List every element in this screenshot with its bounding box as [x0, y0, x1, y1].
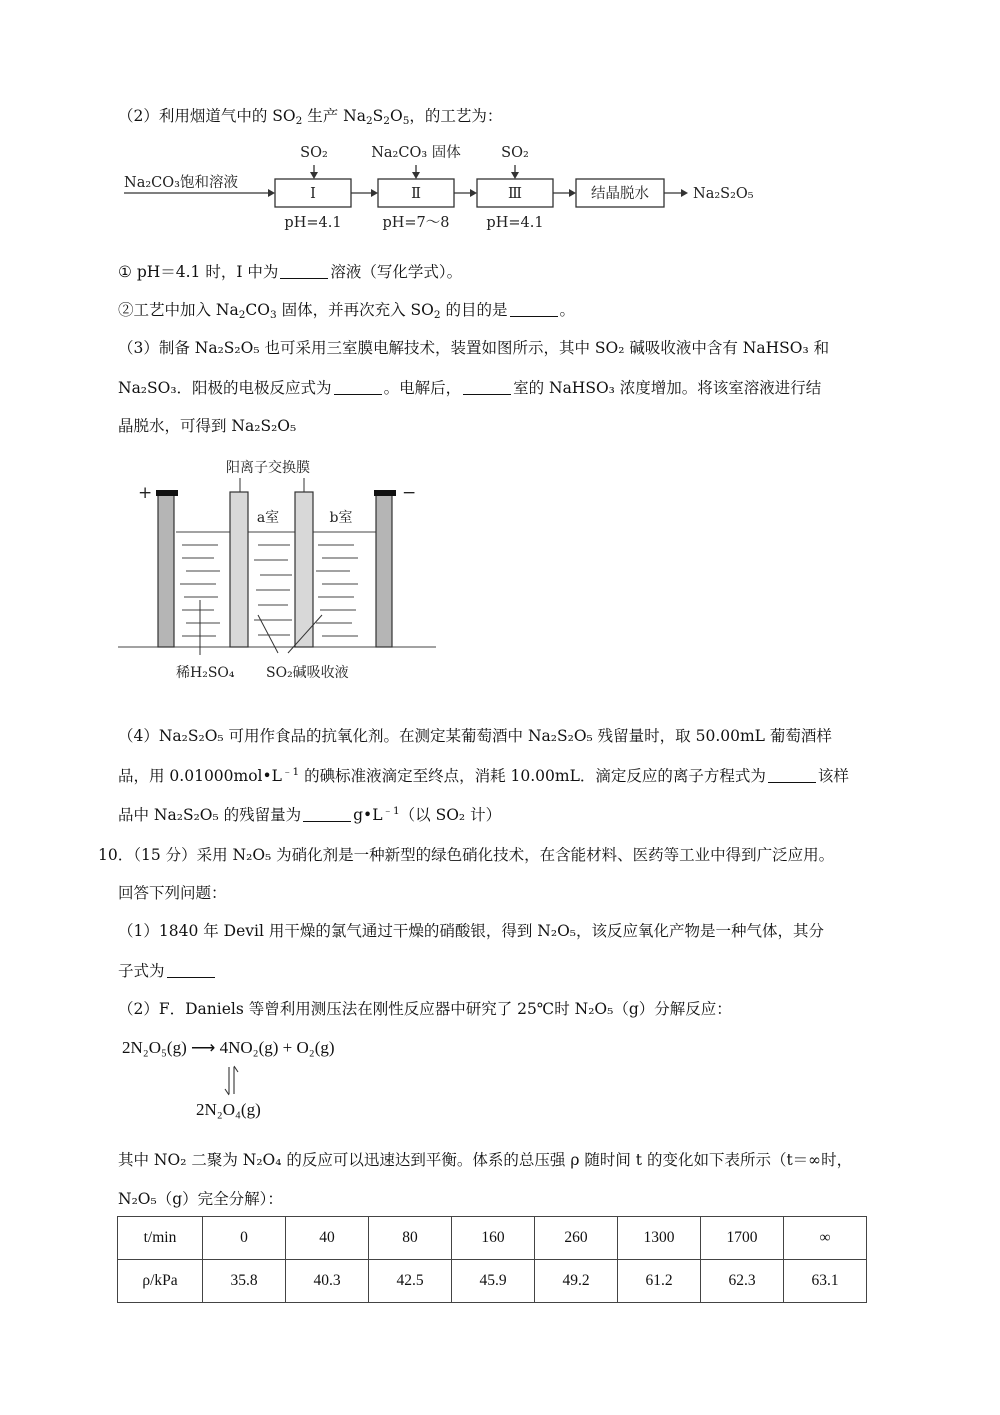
table-row — [118, 1217, 867, 1260]
flow-box1-label: Ⅰ — [310, 186, 316, 202]
dimer-product: 2N₂O₄(g) — [196, 1100, 261, 1119]
q4-line3: 品中 Na₂S₂O₅ 的残留量为 $g•L^{﹣1}$（以 SO₂ 计） — [118, 805, 502, 824]
q3-line3: 晶脱水，可得到 Na₂S₂O₅ — [118, 417, 297, 435]
table-header-cell: t/min — [118, 1217, 203, 1260]
anode-electrode — [158, 495, 174, 647]
answer-blank[interactable] — [303, 821, 351, 822]
q10-line7: N₂O₅（g）完全分解）： — [118, 1190, 283, 1208]
table-cell: 160 — [452, 1217, 535, 1260]
table-cell: 35.8 — [203, 1260, 286, 1303]
answer-blank[interactable] — [510, 316, 558, 317]
liquid-hatching — [180, 545, 358, 636]
table-cell: 42.5 — [369, 1260, 452, 1303]
q10-line5: （2）F．Daniels 等曾利用测压法在刚性反应器中研究了 25℃时 N₂O₅（g）分解反应： — [118, 1000, 732, 1018]
flow-input2: Na₂CO₃ 固体 — [371, 145, 461, 161]
table-cell: 0 — [203, 1217, 286, 1260]
flow-output: Na₂S₂O₅ — [693, 186, 754, 202]
absorbent-label: SO₂碱吸收液 — [266, 665, 349, 681]
answer-blank[interactable] — [334, 394, 382, 395]
plus-sign: + — [138, 483, 153, 503]
flow-ph1: pH=4.1 — [284, 215, 342, 231]
cation-membrane-b — [295, 492, 313, 647]
table-row — [118, 1260, 867, 1303]
membrane-label: 阳离子交换膜 — [226, 460, 310, 476]
q2-sub2: ②工艺中加入 $Na_2CO_3$ 固体，并再次充入 $SO_2$ 的目的是 。 — [118, 301, 576, 321]
equilibrium-arrows-icon — [222, 1064, 242, 1098]
table-cell: 63.1 — [784, 1260, 867, 1303]
table-cell: 49.2 — [535, 1260, 618, 1303]
table-cell: 62.3 — [701, 1260, 784, 1303]
table-cell: 45.9 — [452, 1260, 535, 1303]
q10-line1: 10．（15 分）采用 N₂O₅ 为硝化剂是一种新型的绿色硝化技术，在含能材料、医药等工业中得到广泛应用。 — [98, 846, 835, 864]
minus-sign: − — [402, 483, 417, 503]
flow-ph3: pH=4.1 — [486, 215, 544, 231]
table-cell: 1700 — [701, 1217, 784, 1260]
q10-line3: （1）1840 年 Devil 用干燥的氯气通过干燥的硝酸银，得到 N₂O₅，该反应氧化产物是一种气体，其分 — [118, 922, 824, 940]
electrolysis-cell-diagram — [118, 450, 448, 690]
answer-blank[interactable] — [768, 782, 816, 783]
answer-blank[interactable] — [463, 394, 511, 395]
q4-line2: 品，用 $0.01000mol•L^{﹣1}$ 的碘标准液滴定至终点，消耗 10.00mL．滴定反应的离子方程式为 该样 — [118, 766, 849, 785]
room-b-label: b室 — [329, 510, 353, 526]
flow-input1: SO₂ — [300, 145, 328, 161]
answer-blank[interactable] — [280, 278, 328, 279]
q4-line1: （4）Na₂S₂O₅ 可用作食品的抗氧化剂。在测定某葡萄酒中 Na₂S₂O₅ 残留量时，取 50.00mL 葡萄酒样 — [118, 727, 832, 745]
q10-line4: 子式为 — [118, 959, 217, 981]
flow-input-label: Na₂CO₃饱和溶液 — [124, 175, 238, 191]
q10-line6: 其中 NO₂ 二聚为 N₂O₄ 的反应可以迅速达到平衡。体系的总压强 ρ 随时间 t 的变化如下表所示（t＝∞时， — [118, 1151, 853, 1169]
cathode-electrode — [376, 495, 392, 647]
q2-sub1: ① pH＝4.1 时，Ⅰ 中为 溶液（写化学式）。 — [118, 263, 463, 281]
table-cell: 40.3 — [286, 1260, 369, 1303]
cation-membrane-a — [230, 492, 248, 647]
flow-input3: SO₂ — [501, 145, 529, 161]
q10-line2: 回答下列问题： — [118, 884, 227, 902]
room-a-label: a室 — [256, 510, 280, 526]
table-cell: 40 — [286, 1217, 369, 1260]
q3-line2: Na₂SO₃．阳极的电极反应式为 。电解后， 室的 NaHSO₃ 浓度增加。将该室溶液进行结 — [118, 379, 822, 397]
table-cell: ∞ — [784, 1217, 867, 1260]
process-flow-diagram — [118, 135, 778, 240]
reaction-equation: 2N₂O₅(g) ⟶ 4NO₂(g) + O₂(g) — [122, 1038, 335, 1057]
acid-label: 稀H₂SO₄ — [176, 665, 235, 681]
answer-blank[interactable] — [167, 977, 215, 978]
flow-box4-label: 结晶脱水 — [591, 186, 649, 202]
table-header-cell: ρ/kPa — [118, 1260, 203, 1303]
table-cell: 260 — [535, 1217, 618, 1260]
q2-intro: （2）利用烟道气中的 $SO_2$ 生产 $Na_2S_2O_5$，的工艺为： — [118, 107, 503, 127]
pressure-time-table — [117, 1216, 867, 1303]
table-cell: 80 — [369, 1217, 452, 1260]
flow-box3-label: Ⅲ — [508, 186, 522, 202]
flow-ph2: pH=7～8 — [382, 215, 450, 231]
table-cell: 1300 — [618, 1217, 701, 1260]
q3-line1: （3）制备 Na₂S₂O₅ 也可采用三室膜电解技术，装置如图所示，其中 SO₂ 碱吸收液中含有 NaHSO₃ 和 — [118, 339, 830, 357]
table-cell: 61.2 — [618, 1260, 701, 1303]
flow-box2-label: Ⅱ — [411, 186, 421, 202]
